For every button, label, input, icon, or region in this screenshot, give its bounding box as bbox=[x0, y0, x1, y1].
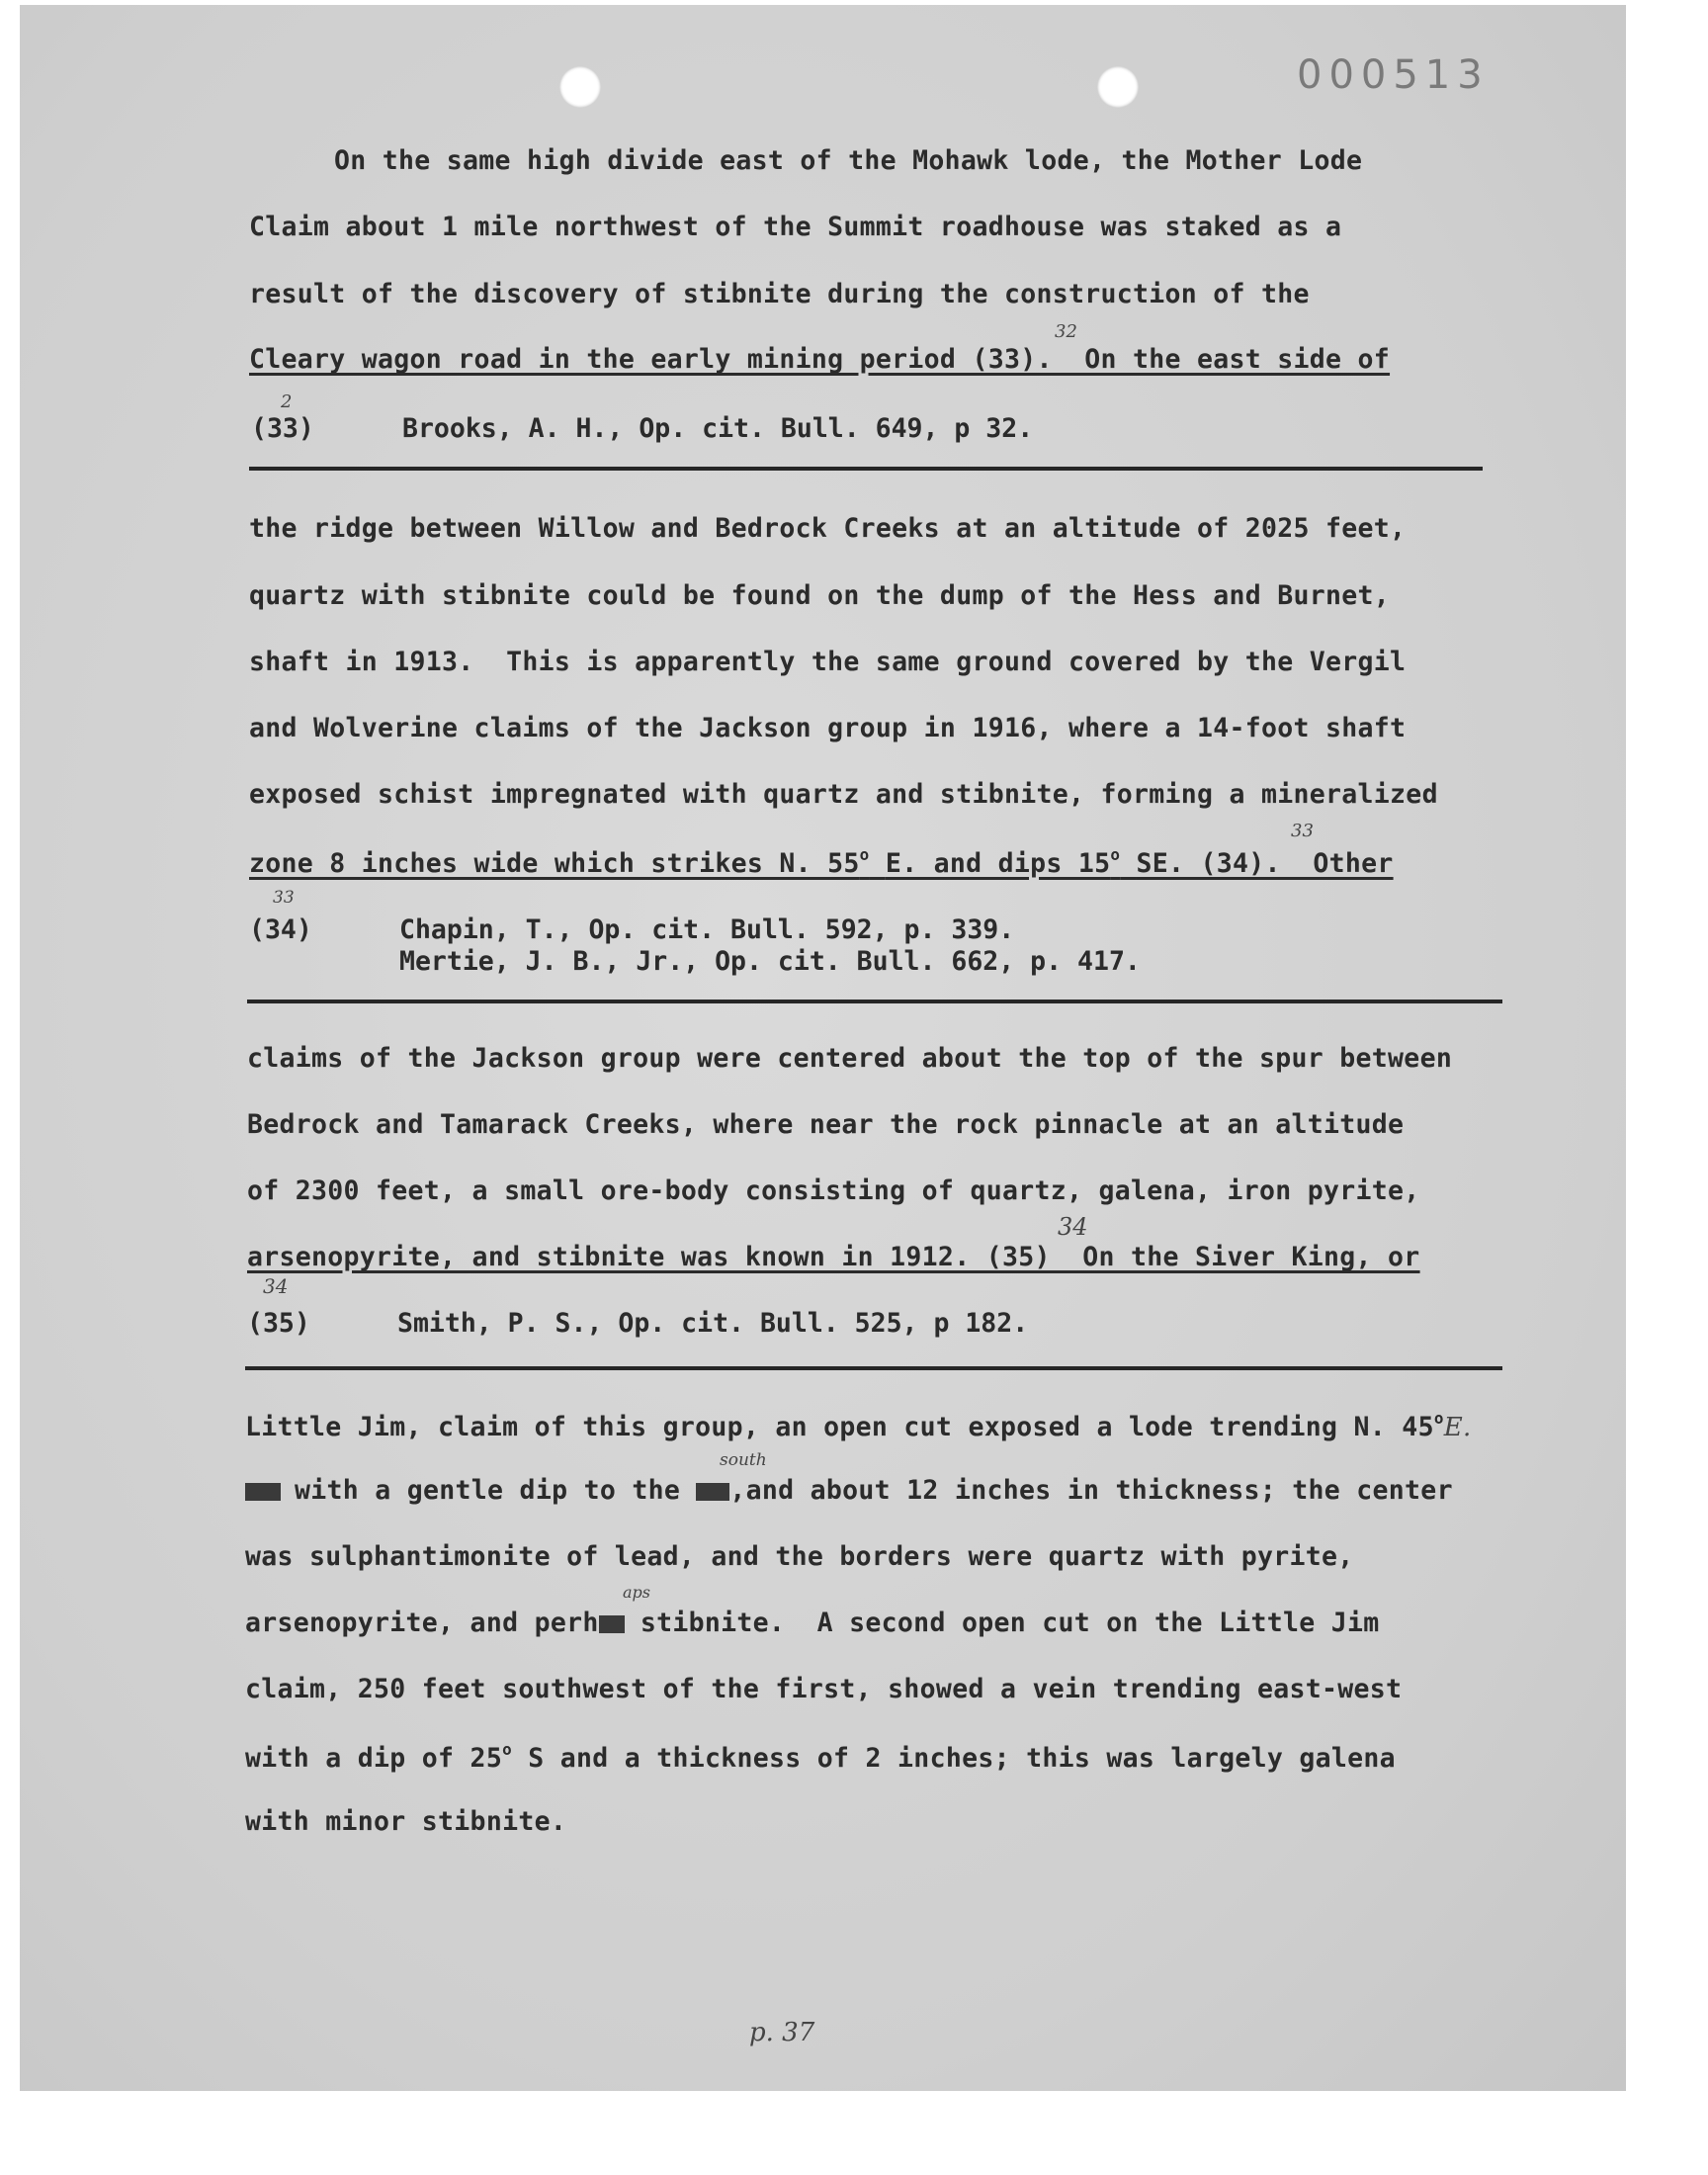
line-segment: S and a thickness of 2 inches; this was largely galena bbox=[511, 1743, 1396, 1774]
line-segment: stibnite. A second open cut on the Little Jim bbox=[624, 1608, 1380, 1638]
punch-hole-left bbox=[559, 66, 601, 108]
footnote-text: Smith, P. S., Op. cit. Bull. 525, p 182. bbox=[397, 1308, 1029, 1339]
degree-sign: o bbox=[859, 845, 870, 864]
document-page bbox=[20, 5, 1626, 2091]
body-line bbox=[245, 1608, 1380, 1638]
line-segment: Little Jim, claim of this group, an open cut exposed a lode trending N. 45 bbox=[245, 1412, 1434, 1442]
footnote-marker: (35) bbox=[247, 1308, 310, 1339]
body-line: the ridge between Willow and Bedrock Creeks at an altitude of 2025 feet, bbox=[249, 513, 1407, 544]
body-line: Claim about 1 mile northwest of the Summit roadhouse was staked as a bbox=[249, 212, 1342, 242]
handwritten-footnote-renumber: 2 bbox=[281, 392, 293, 412]
line-segment: SE. (34). Other bbox=[1136, 848, 1394, 879]
degree-sign: o bbox=[1433, 1409, 1444, 1428]
body-line: result of the discovery of stibnite during the construction of the bbox=[249, 279, 1310, 309]
degree-sign: o bbox=[1110, 845, 1121, 864]
strikeout-mark bbox=[696, 1483, 729, 1501]
body-line: claims of the Jackson group were centered about the top of the spur between bbox=[247, 1043, 1453, 1074]
handwritten-footnote-renumber: 33 bbox=[273, 888, 295, 908]
footnote-text: Mertie, J. B., Jr., Op. cit. Bull. 662, p. 417. bbox=[399, 946, 1141, 977]
body-line bbox=[245, 1740, 1396, 1774]
handwritten-ref-renumber: 34 bbox=[1058, 1213, 1088, 1241]
handwritten-insert-aps: aps bbox=[623, 1583, 650, 1602]
body-line bbox=[245, 1409, 1472, 1442]
footnote-rule bbox=[247, 1000, 1502, 1003]
line-segment: zone 8 inches wide which strikes N. 55 bbox=[249, 848, 860, 879]
line-segment: with a gentle dip to the bbox=[295, 1475, 681, 1506]
line-segment: with a dip of 25 bbox=[245, 1743, 503, 1774]
footnote-text: Chapin, T., Op. cit. Bull. 592, p. 339. bbox=[399, 914, 1015, 945]
body-line-underlined bbox=[249, 845, 1394, 879]
footnote-rule bbox=[245, 1366, 1502, 1370]
body-line: claim, 250 feet southwest of the first, showed a vein trending east-west bbox=[245, 1674, 1403, 1704]
body-line: exposed schist impregnated with quartz and stibnite, forming a mineralized bbox=[249, 779, 1438, 810]
strikeout-mark bbox=[599, 1615, 625, 1633]
line-segment: E. and dips 15 bbox=[885, 848, 1111, 879]
body-line bbox=[245, 1475, 1453, 1506]
footnote-text: Brooks, A. H., Op. cit. Bull. 649, p 32. bbox=[402, 413, 1034, 444]
body-line: quartz with stibnite could be found on the dump of the Hess and Burnet, bbox=[249, 580, 1391, 611]
punch-hole-right bbox=[1097, 66, 1139, 108]
strikeout-mark bbox=[245, 1483, 281, 1501]
body-line-underlined: arsenopyrite, and stibnite was known in 1912. (35) On the Siver King, or bbox=[247, 1242, 1420, 1272]
body-line: was sulphantimonite of lead, and the borders were quartz with pyrite, bbox=[245, 1541, 1354, 1572]
footnote-marker: (34) bbox=[249, 914, 312, 945]
body-line: with minor stibnite. bbox=[245, 1806, 567, 1837]
body-line: and Wolverine claims of the Jackson group in 1916, where a 14-foot shaft bbox=[249, 713, 1407, 743]
handwritten-footnote-renumber: 34 bbox=[263, 1274, 289, 1298]
line-segment: arsenopyrite, and perh bbox=[245, 1608, 599, 1638]
footnote-marker: (33) bbox=[251, 413, 314, 444]
body-line: of 2300 feet, a small ore-body consisting of quartz, galena, iron pyrite, bbox=[247, 1175, 1420, 1206]
body-line: On the same high divide east of the Mohawk lode, the Mother Lode bbox=[334, 145, 1363, 176]
page-stamp: 000513 bbox=[1297, 52, 1490, 98]
body-line: shaft in 1913. This is apparently the same ground covered by the Vergil bbox=[249, 647, 1407, 677]
line-segment: ,and about 12 inches in thickness; the center bbox=[729, 1475, 1453, 1506]
handwritten-ref-renumber: 32 bbox=[1055, 321, 1077, 342]
handwritten-page-number: p. 37 bbox=[749, 2018, 815, 2047]
footnote-rule bbox=[249, 467, 1483, 471]
handwritten-east: E. bbox=[1443, 1413, 1472, 1442]
degree-sign: o bbox=[502, 1740, 512, 1759]
body-line: Bedrock and Tamarack Creeks, where near the rock pinnacle at an altitude bbox=[247, 1109, 1405, 1140]
handwritten-insert-south: south bbox=[720, 1450, 767, 1470]
body-line-underlined: Cleary wagon road in the early mining period (33). On the east side of bbox=[249, 344, 1391, 375]
handwritten-ref-renumber: 33 bbox=[1291, 821, 1314, 841]
